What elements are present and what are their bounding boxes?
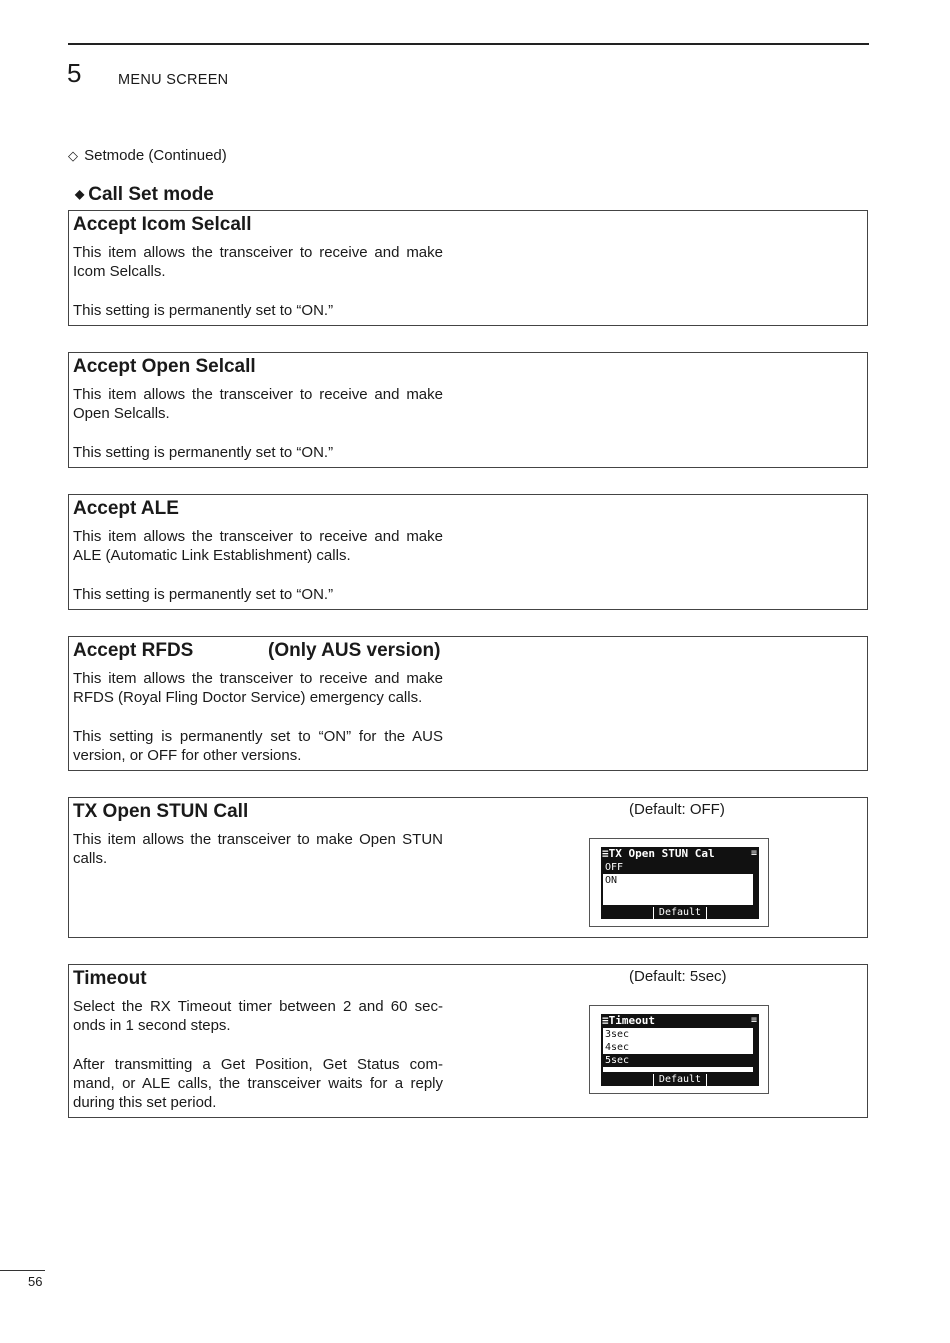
diamond-outline-icon: ◇ bbox=[68, 148, 78, 163]
section-text bbox=[73, 385, 443, 462]
lcd-option: ON bbox=[605, 875, 618, 886]
paragraph: This setting is permanently set to “ON.” bbox=[73, 301, 334, 319]
menu-bars-icon: ≡ bbox=[750, 1015, 757, 1026]
section-text bbox=[73, 997, 443, 1113]
default-note: (Default: 5sec) bbox=[629, 968, 727, 985]
lcd-softkey-default: Default bbox=[653, 1074, 707, 1086]
page-number: 56 bbox=[28, 1274, 43, 1289]
lcd-option: 3sec bbox=[605, 1029, 630, 1040]
menu-bars-icon: ≡ bbox=[750, 848, 757, 859]
lcd-header: ≡TX Open STUN Cal bbox=[602, 847, 715, 860]
lcd-display bbox=[601, 847, 759, 919]
version-note: (Only AUS version) bbox=[268, 640, 441, 661]
lcd-softkey-default: Default bbox=[653, 907, 707, 919]
section-accept-icom-selcall bbox=[68, 210, 868, 326]
chapter-number: 5 bbox=[67, 58, 82, 88]
lcd-display bbox=[601, 1014, 759, 1086]
paragraph: This setting is permanently set to “ON” for the AUS version, or OFF for other versions. bbox=[73, 727, 443, 765]
paragraph: This item allows the transceiver to make Open STUN calls. bbox=[73, 831, 443, 868]
section-text bbox=[73, 243, 443, 320]
section-text bbox=[73, 669, 443, 765]
section-title: Timeout bbox=[73, 968, 147, 989]
section-title bbox=[73, 640, 441, 662]
mode-title bbox=[75, 184, 214, 206]
paragraph: After transmitting a Get Position, Get Status com-mand, or ALE calls, the transceiver waits for a reply during this set period. bbox=[73, 1055, 443, 1112]
paragraph: This setting is permanently set to “ON.” bbox=[73, 443, 334, 461]
section-accept-rfds bbox=[68, 636, 868, 771]
subheading-text: Setmode (Continued) bbox=[84, 147, 227, 164]
lcd-option-list bbox=[603, 861, 753, 905]
default-note: (Default: OFF) bbox=[629, 801, 725, 818]
mode-title-text: Call Set mode bbox=[88, 184, 214, 205]
subheading bbox=[68, 147, 227, 164]
paragraph: This item allows the transceiver to receive and make Open Selcalls. bbox=[73, 386, 443, 423]
footer-rule bbox=[0, 1270, 45, 1271]
lcd-option-selected: 5sec bbox=[603, 1054, 753, 1067]
section-text bbox=[73, 527, 443, 604]
diamond-icon: ◆ bbox=[75, 187, 85, 201]
section-tx-open-stun-call bbox=[68, 797, 868, 938]
top-rule bbox=[68, 43, 869, 45]
chapter-title: MENU SCREEN bbox=[118, 72, 229, 88]
section-text bbox=[73, 830, 443, 869]
lcd-option-list bbox=[603, 1028, 753, 1072]
section-accept-ale bbox=[68, 494, 868, 610]
lcd-header: ≡Timeout bbox=[602, 1014, 655, 1027]
paragraph: This item allows the transceiver to receive and make Icom Selcalls. bbox=[73, 244, 443, 281]
paragraph: Select the RX Timeout timer between 2 and 60 sec-onds in 1 second steps. bbox=[73, 998, 443, 1035]
section-title: TX Open STUN Call bbox=[73, 801, 249, 822]
lcd-option: 4sec bbox=[605, 1042, 630, 1053]
lcd-option-selected: OFF bbox=[603, 861, 753, 874]
paragraph: This item allows the transceiver to receive and make RFDS (Royal Fling Doctor Service) emergency calls. bbox=[73, 670, 443, 707]
section-accept-open-selcall bbox=[68, 352, 868, 468]
lcd-screenshot bbox=[589, 838, 769, 927]
paragraph: This item allows the transceiver to receive and make ALE (Automatic Link Establishment) calls. bbox=[73, 528, 443, 565]
section-title: Accept ALE bbox=[73, 498, 179, 519]
lcd-screenshot bbox=[589, 1005, 769, 1094]
paragraph: This setting is permanently set to “ON.” bbox=[73, 585, 334, 603]
section-title-text: Accept RFDS bbox=[73, 640, 194, 661]
section-title: Accept Open Selcall bbox=[73, 356, 256, 377]
section-timeout bbox=[68, 964, 868, 1118]
section-title: Accept Icom Selcall bbox=[73, 214, 252, 235]
